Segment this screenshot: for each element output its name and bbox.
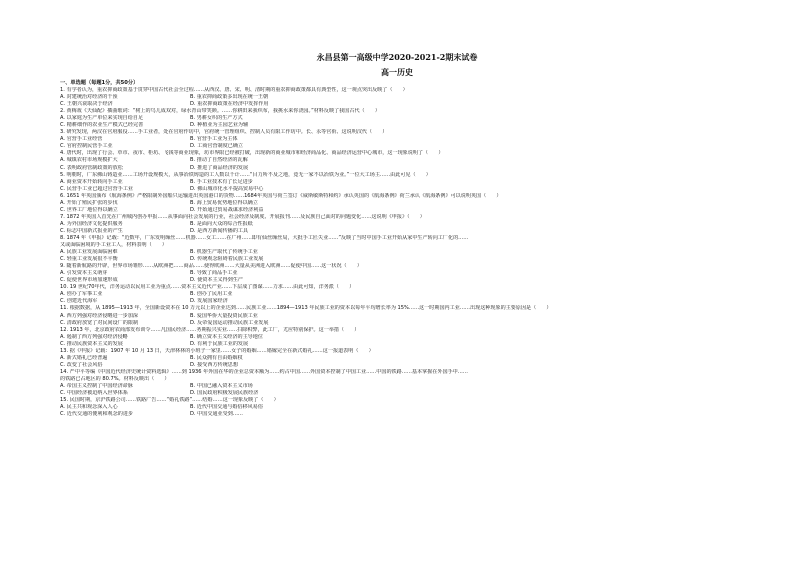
answer-options [60,115,750,122]
answer-options [60,207,750,214]
option-left: A. 以家庭为生产单位来实现自给自足 [60,115,144,122]
option-right: B. 官营手工业为主体 [190,136,238,143]
answer-options [60,383,750,390]
option-left: A. 为外国经济文化提供服务 [60,220,123,227]
option-right: D. 发展国家经济 [190,298,228,305]
question-text: 8. 1874 年《申报》记载：“近数年，广东发明缫丝……机器……女工……在广州……即有仙丝缫丝局，大批手工匠失业……”反映了当时中国手工业开始从家中生产转向工厂化的…… [60,234,469,241]
option-left: C. 官府控制民营手工业 [60,143,113,150]
answer-options [60,221,750,228]
option-left: C. 王朝兴衰取决于经济 [60,101,113,108]
option-left: A. 城镇农村市场规模扩大 [60,157,118,164]
option-right: B. 民众拥有自由婚姻权 [190,354,243,361]
question-text: 7. 1872 年英国人首先在广州城内创办申报……从事面向社会发展的行业，社会经济及制度、开展报刊……及民族自己面对的问题变化……这说明《申报》（ ） [60,213,425,220]
answer-options [60,94,750,101]
option-right: B. 导致了商品手工业 [190,270,238,277]
answer-options [60,136,750,143]
answer-options [60,200,750,207]
answer-options [60,334,750,341]
answer-options [60,143,750,150]
option-right: B. 男耕女织的生产方式 [190,115,243,122]
option-right: D. 有利于民族工业的发展 [190,340,249,347]
question-list [60,87,750,418]
option-right: D. 使资本主义得到生产 [190,277,244,284]
option-right: D. 是西方新闻传播的工具 [190,227,249,234]
option-left: C. 促使世界市场加速形成 [60,277,118,284]
question-text: 10. 19 世纪70年代，洋务运动以民用工业为重点……资本主义近代产业……下层成了图谋……力求……由此可知，洋务派（ ） [60,284,355,291]
option-left: A. 官营手工业经营 [60,136,103,143]
question-text: 又或面临困境的手工业工人，材料表明（ ） [60,242,167,249]
option-left: C. 改变了社会风俗 [60,361,103,368]
answer-options [60,179,750,186]
option-left: C. 推动民族资本主义的发展 [60,340,123,347]
option-right: B. 中国已融入资本主义市场 [190,382,253,389]
question-text: 的铁路已占地区的 80.7%。材料反映出（ ） [60,375,170,382]
option-left: A. 遏制了西方列强对经济侵略 [60,333,128,340]
answer-options [60,228,750,235]
question-text: 1. 有学者认为，重农抑商政策基于贯穿中国古代社会全过程……从西汉、唐、宋、明、清时期的重农抑商政策都具有典型性，这一观点突出反映了（ ） [60,87,408,93]
question-text: 4. 唐代时，出现了行会、草市、夜市、柜坊、飞钱等商业现象，坊市界限已经被打破，出现新的商业城市和经济商品化、商品经济运营中心城市，这一现象说明了（ ） [60,150,444,157]
option-right: D. 佛山城市化水平提高贸易中心 [190,185,264,192]
option-right: D. 种植业为主园艺业为辅 [190,122,249,129]
answer-options [60,101,750,108]
answer-options [60,270,750,277]
question-text: 6. 1651 年英国颁布《航海条例》严格限制外国船只运输进出英国港口的货物……1684年英国与荷兰签订《威斯敏斯特和约》承认英国的《航海条例》荷兰承认《航海条例》可以说明英国（ ） [60,192,502,199]
option-right: D. 开始通过贸易战谋求经济利益 [190,206,264,213]
option-left: C. 精耕细作的农业生产模式已经完善 [60,122,144,129]
option-right: D. 传统观念阻碍着民族工业发展 [190,256,264,263]
option-left: A. 商业资本开始转向手工业 [60,178,123,185]
option-left: C. 中国经济被迫纳入世界体系 [60,390,128,397]
answer-options [60,291,750,298]
answer-options [60,256,750,263]
exam-title: 永昌县第一高级中学2020-2021-2期末试卷 [316,52,478,62]
option-right: B. 创办了民用工业 [190,291,233,298]
question-text: 14. 严中平等编《中国近代经济史统计资料选辑》……到 1936 年外国在华的企业总资本额为……约占中国……外国资本控制了中国工业……中国的铁路……基本掌握在外国手中…… [60,368,468,375]
option-right: B. 推动了自然经济的瓦解 [190,157,248,164]
answer-options [60,404,750,411]
option-right: B. 手工业技术有了长足进步 [190,178,253,185]
question-text: 9. 随着新航路的开辟，世界市场雏形……从欧洲把……商品……使得欧洲……大量从美洲进入欧洲……促使中国……这一状况（ ） [60,263,362,270]
answer-options [60,362,750,369]
answer-options [60,157,750,164]
option-right: D. 中国交通业受到…… [190,411,244,418]
option-right: D. 推进了商品经济的发展 [190,164,249,171]
option-right: B. 重农抑商政策多出现在统一王朝 [190,94,269,101]
answer-options [60,249,750,256]
option-left: A. 民主共和观念深入人心 [60,404,118,411]
option-left: A. 引发资本主义萌芽 [60,270,108,277]
exam-subtitle: 高一历史 [381,67,413,77]
option-right: D. 工商官营制度已确立 [190,143,244,150]
option-right: B. 确立资本主义经济的主导地位 [190,333,263,340]
answer-options [60,186,750,193]
option-right: D. 反帝爱国运动推动民族工业发展 [190,319,269,326]
answer-options [60,320,750,327]
option-left: C. 创建近代海军 [60,298,98,305]
question-text: 11. 根据数据，从 1895—1913 年，全国新设资本在 10 万元以上的企业达到……民族工业……1894—1913 年民族工业的资本以每年平均增长率为 15%……这一时期国内工业……出现这种现象的主要原因是（ ） [60,305,552,312]
option-right: D. 接受西方传统思想 [190,361,238,368]
option-left: C. 轻重工业发展很不平衡 [60,256,118,263]
option-right: B. 爱国华侨大量投资民族工业 [190,312,258,319]
option-left: A. 开始了殖民扩张的步伐 [60,199,118,206]
option-right: B. 机器生产取代了传统手工业 [190,249,258,256]
option-left: A. 新式婚礼已经普遍 [60,354,108,361]
answer-options [60,313,750,320]
option-left: A. 帝国主义控制了中国经济命脉 [60,382,133,389]
option-right: B. 海上贸易优势地位得以确立 [190,199,258,206]
answer-options [60,165,750,172]
answer-options [60,122,750,129]
question-text: 5. 明朝时，广东佛山铸造业……工场开设规模大，从事冶铁铸造的工人数以千计……“目力所不及之地，竟无一家不以冶铁为业。”一位大工场主……由此可见（ ） [60,171,431,178]
question-text: 13. 据《申报》记载：1907 年 10 月 13 日，天津林林的小班子一家里……女子的婚姻……婚嫁完全在新式婚礼……这一报道表明（ ） [60,347,374,354]
question-text: 3. 研究发现，两汉在官府服役……手工业者，处在官府作坊中，官府统一管理组织、控制人员有限工作坊中。长、永等官衔、这说明汉代（ ） [60,129,388,136]
option-left: C. 世界工厂地位得以确立 [60,206,118,213]
option-right: D. 国民政府积极发展民族经济 [190,390,259,397]
option-left: C. 表明政府管制政策的放松 [60,164,123,171]
option-right: B. 近代中国交通与婚俗移风易俗 [190,404,263,411]
option-left: A. 封建统治对经济的干预 [60,94,118,101]
question-text: 15. 民国时期，京沪铁路公司……铁路广告……“婚礼铁路”……结婚……这一现象反映了（ ） [60,397,279,404]
option-left: A. 民族工业发展面临困难 [60,249,118,256]
option-left: C. 标志中国新式报业的产生 [60,227,123,234]
answer-options [60,277,750,284]
option-left: C. 清政府放宽了对民间设厂的限制 [60,319,139,326]
answer-options [60,341,750,348]
option-right: D. 重农抑商政策在经济中发挥作用 [190,101,269,108]
option-left: C. 民营手工业已超过官营手工业 [60,185,134,192]
option-left: A. 创办了军事工业 [60,291,103,298]
question-text: 12. 1913 年，北京政府农商部发布训令……凡国民经济……务期振兴实业……扫除积弊，此工厂，尤应特别保护。这一举措（ ） [60,326,360,333]
answer-options [60,390,750,397]
question-text: 2. 黄梅戏《天仙配》插曲歌词：“树上的鸟儿成双对，绿水青山带笑颜。……你耕田来我织布，我挑水来你浇园。”材料反映了我国古代（ ） [60,108,380,115]
answer-options [60,411,750,418]
option-left: C. 近代交通的便利和观念的进步 [60,411,134,418]
answer-options [60,298,750,305]
section-heading: 一、单选题（每题1分，共50分） [60,80,139,86]
answer-options [60,355,750,362]
option-left: A. 西方列强对经济侵略进一步加深 [60,312,138,319]
option-right: B. 是面向大众的综合性报纸 [190,220,253,227]
